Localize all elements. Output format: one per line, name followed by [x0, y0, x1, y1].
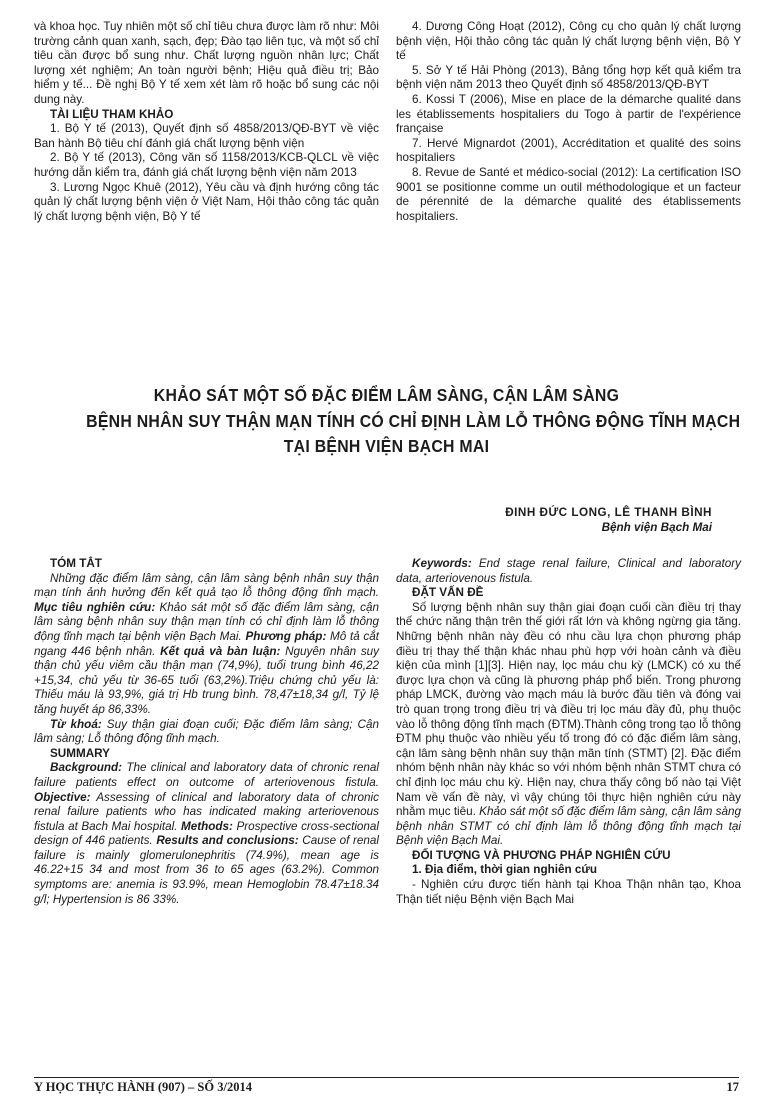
abstract-vi-objective-label: Mục tiêu nghiên cứu:	[34, 600, 156, 614]
introduction-heading: ĐẶT VẤN ĐỀ	[412, 586, 484, 600]
abstract-vi-keywords	[34, 718, 379, 747]
author-affiliation: Bệnh viện Bạch Mai	[601, 521, 712, 534]
summary-en-methods-text: Prospective cross-sectional design of 446 patients.	[34, 819, 380, 848]
abstract-vi-intro: Những đặc điểm lâm sàng, cận lâm sàng bệnh nhân suy thận mạn tính ảnh hưởng đến kết quả tạo lỗ thông động tĩnh mạch.	[34, 571, 379, 600]
summary-en-objective-label: Objective:	[34, 790, 91, 804]
abstract-vi-objective-text: Khảo sát một số đặc điểm lâm sàng, cận lâm sàng bệnh nhân suy thận mạn tính có chỉ định làm lỗ thông động tĩnh mạch tại bệnh viện Bạch Mai.	[34, 600, 380, 643]
introduction-text: Số lượng bệnh nhân suy thận giai đoạn cuối cần điều trị thay thế chức năng thận trên thế giới rất lớn và không ngừng gia tăng. Những bệnh nhân này đều có nhu cầu lựa chọn phương pháp điều trị thay thế thận khác nhau phù hợp với hoàn cảnh và điều kiện của mình [1][3]. Hiện nay, lọc máu chu kỳ (LMCK) có xu thế được lựa chọn và cũng là phương pháp phổ biến. Trong phương pháp LMCK, đường vào mạch máu là bước đầu tiên và đóng vai trò quan trọng trong điều trị và điều trị lọc máu đầy đủ, phụ thuộc vào lỗ thông động tĩnh mạch (ĐTM).Thành công trong tạo lỗ thông ĐTM phụ thuộc vào nhiều yếu tố trong đó có đặc điểm lâm sàng, cận lâm sàng bệnh nhân suy thận mãn tính (STMT) [2]. Đặc điểm nhóm bệnh nhân này khác so với nhóm bệnh nhân STMT chưa có chỉ định lọc máu chu kỳ. Hiện nay, chưa thấy công bố nào tại Việt Nam về vấn đề này, vì vậy chúng tôi thực hiện nghiên cứu này nhằm mục tiêu.	[396, 600, 741, 819]
reference-item: 6. Kossi T (2006), Mise en place de la démarche qualité dans les établissements hospitaliers du Togo à partir de l'expérience française	[396, 92, 741, 136]
abstract-column	[34, 557, 379, 907]
introduction-aim: Khảo sát một số đặc điểm lâm sàng, cận lâm sàng bệnh nhân STMT có chỉ định làm lỗ thông động tĩnh mạch tại Bệnh viện Bạch Mai.	[396, 805, 741, 848]
abstract-vi-keywords-label: Từ khoá:	[50, 717, 102, 731]
page-footer	[34, 1077, 739, 1095]
abstract-vi-keywords-text: Suy thận giai đoạn cuối; Đặc điểm lâm sàng; Cận lâm sàng; Lỗ thông động tĩnh mạch.	[34, 717, 380, 746]
abstract-vi-result-label: Kết quả và bàn luận:	[160, 644, 281, 658]
reference-item: 4. Dương Công Hoạt (2012), Công cụ cho quản lý chất lượng bệnh viện, Hội thảo công tác quản lý chất lượng bệnh viện, Bộ Y tế	[396, 20, 741, 63]
summary-en-objective-text: Assessing of clinical and laboratory data of chronic renal failure patients who has indicated making arteriovenous fistula at Bach Mai hospital.	[34, 790, 379, 833]
introduction-body	[396, 601, 741, 849]
abstract-vi-result-text: Nguyên nhân suy thận chủ yếu viêm cầu thận mạn (74,9%), tuổi trung bình 46,22 +15,34, chủ yếu từ 36-65 tuổi (63,2%).Triệu chứng chủ yếu là: Thiếu máu là 93,9%, giá trị Hb trung bình. 78,47±18,34 g/l, Tỷ lệ tăng huyết áp 86,33%.	[34, 644, 380, 716]
abstract-vi-method-text: Mô tả cắt ngang 446 bệnh nhân.	[34, 629, 379, 658]
article-title-line: TẠI BỆNH VIỆN BẠCH MAI	[283, 436, 490, 456]
article-title	[86, 383, 741, 460]
abstract-vi-heading: TÓM TẮT	[50, 557, 102, 570]
methods-heading: ĐỐI TƯỢNG VÀ PHƯƠNG PHÁP NGHIÊN CỨU	[412, 848, 671, 862]
author-names: ĐINH ĐỨC LONG, LÊ THANH BÌNH	[505, 506, 712, 519]
summary-en-methods-label: Methods:	[180, 819, 233, 833]
summary-en-results-label: Results and conclusions:	[156, 834, 299, 848]
reference-item: 7. Hervé Mignardot (2001), Accréditation et qualité des soins hospitaliers	[396, 136, 741, 165]
reference-item: 8. Revue de Santé et médico-social (2012): La certification ISO 9001 se positionne comme un outil méthodologique et un facteur de pérennité de la démarche qualité des établissements hospitaliers.	[396, 165, 741, 223]
prev-article-left-column	[34, 20, 379, 224]
summary-en-keywords	[396, 557, 741, 586]
author-block	[396, 505, 712, 535]
prev-article-conclusion: và khoa học. Tuy nhiên một số chỉ tiêu chưa được làm rõ như: Môi trường cảnh quan xanh, sạch, đẹp; Đào tạo liên tục, và một số chỉ tiêu cần được bổ sung như. Chất lượng nguồn nhân lực; Chất lượng xét nghiệm; An toàn người bệnh; Hiệu quả điều trị; Bảo hiểm y tế... Đề nghị Bộ Y tế xem xét làm rõ hoặc bổ sung các nội dung này.	[34, 20, 379, 106]
summary-en-background-text: The clinical and laboratory data of chronic renal failure patients effect on outcome of arteriovenous fistula.	[34, 761, 380, 789]
summary-en-keywords-label: Keywords:	[412, 557, 472, 570]
summary-en-heading: SUMMARY	[50, 746, 110, 760]
summary-en-results-text: Cause of renal failure is mainly glomerulonephritis (74.9%), mean age is 46.22+15 34 and most from 36 to 65 ages (63.2%). Common symptoms are: anemia is 93.9%, mean Hemoglobin 78.47±18.34 g/l; Hypertension is 86 33%.	[34, 834, 380, 906]
reference-item: 1. Bộ Y tế (2013), Quyết định số 4858/2013/QĐ-BYT về việc Ban hành Bộ tiêu chí đánh giá chất lượng bệnh viện	[34, 122, 379, 150]
summary-en-keywords-text: End stage renal failure, Clinical and laboratory data, arteriovenous fistula.	[396, 557, 741, 585]
summary-en-body	[34, 761, 379, 907]
abstract-vi-method-label: Phương pháp:	[245, 629, 327, 643]
methods-text: - Nghiên cứu được tiến hành tại Khoa Thận nhân tạo, Khoa Thận tiết niệu Bệnh viện Bạch Mai	[396, 878, 741, 906]
reference-item: 3. Lương Ngọc Khuê (2012), Yêu cầu và định hướng công tác quản lý chất lượng bệnh viện ở Việt Nam, Hội thảo công tác quản lý chất lượng bệnh viện, Bộ Y tế	[34, 180, 379, 223]
summary-en-background-label: Background:	[50, 761, 123, 775]
body-column	[396, 557, 741, 907]
reference-item: 2. Bộ Y tế (2013), Công văn số 1158/2013/KCB-QLCL về việc hướng dẫn kiểm tra, đánh giá chất lượng bệnh viện năm 2013	[34, 151, 379, 179]
article-title-line: BỆNH NHÂN SUY THẬN MẠN TÍNH CÓ CHỈ ĐỊNH LÀM LỖ THÔNG ĐỘNG TĨNH MẠCH	[86, 410, 741, 431]
journal-issue: Y HỌC THỰC HÀNH (907) – SỐ 3/2014	[34, 1080, 252, 1094]
references-heading: TÀI LIỆU THAM KHẢO	[50, 107, 174, 121]
page-number: 17	[726, 1080, 739, 1094]
methods-subheading: 1. Địa điểm, thời gian nghiên cứu	[412, 863, 597, 877]
abstract-vi-body	[34, 572, 379, 718]
prev-article-right-column	[396, 20, 741, 224]
reference-item: 5. Sở Y tế Hải Phòng (2013), Bảng tổng hợp kết quả kiểm tra bệnh viện năm 2013 theo Quyết định số 4858/2013/QĐ-BYT	[396, 63, 741, 92]
article-title-line: KHẢO SÁT MỘT SỐ ĐẶC ĐIỂM LÂM SÀNG, CẬN LÂM SÀNG	[153, 385, 620, 405]
